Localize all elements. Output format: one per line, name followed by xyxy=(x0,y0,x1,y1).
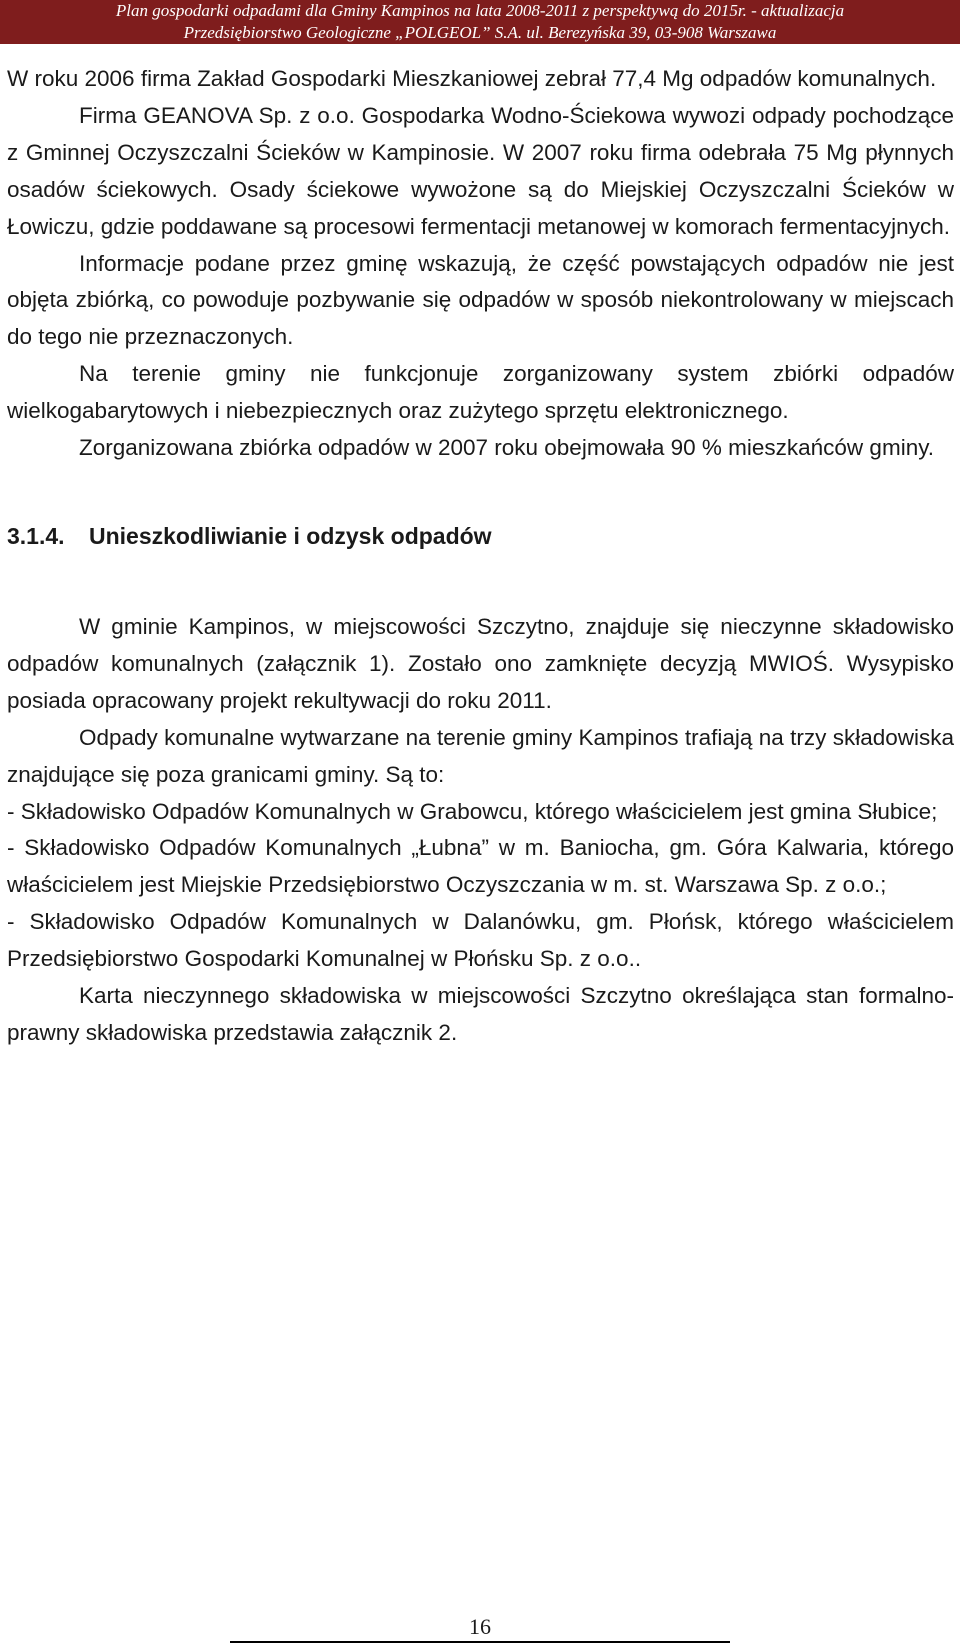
list-item-grabowiec: - Składowisko Odpadów Komunalnych w Grabowcu, którego właścicielem jest gmina Słubice; xyxy=(7,798,938,824)
paragraph-uncontrolled-disposal: Informacje podane przez gminę wskazują, że część powstających odpadów nie jest objęta zbiórką, co powoduje pozbywanie się odpadów w sposób niekontrolowany w miejscach do tego nie przeznaczonych. xyxy=(7,250,954,350)
list-item-lubna: - Składowisko Odpadów Komunalnych „Łubna” w m. Baniocha, gm. Góra Kalwaria, którego właścicielem jest Miejskie Przedsiębiorstwo Oczyszczania w m. st. Warszawa Sp. z o.o.; xyxy=(7,835,954,898)
document-header xyxy=(0,0,960,44)
section-title: Unieszkodliwianie i odzysk odpadów xyxy=(89,522,492,549)
paragraph-waste-2006: W roku 2006 firma Zakład Gospodarki Mieszkaniowej zebrał 77,4 Mg odpadów komunalnych. xyxy=(7,66,937,91)
section-number: 3.1.4. xyxy=(7,522,65,549)
list-item-dalanowek: - Składowisko Odpadów Komunalnych w Dalanówku, gm. Płońsk, którego właścicielem Przedsiębiorstwo Gospodarki Komunalnej w Płońsku Sp. z o.o.. xyxy=(7,909,954,972)
paragraph-three-landfills: Odpady komunalne wytwarzane na terenie gminy Kampinos trafiają na trzy składowiska znajdujące się poza granicami gminy. Są to: xyxy=(7,724,954,787)
paragraph-geanova: Firma GEANOVA Sp. z o.o. Gospodarka Wodno-Ściekowa wywozi odpady pochodzące z Gminnej Oczyszczalni Ścieków w Kampinosie. W 2007 roku firma odebrała 75 Mg płynnych osadów ściekowych. Osady ściekowe wywożone są do Miejskiej Oczyszczalni Ścieków w Łowiczu, gdzie poddawane są procesowi fermentacji metanowej w komorach fermentacyjnych. xyxy=(7,102,954,239)
paragraph-szczytno-landfill: W gminie Kampinos, w miejscowości Szczytno, znajduje się nieczynne składowisko odpadów komunalnych (załącznik 1). Zostało ono zamknięte decyzją MWIOŚ. Wysypisko posiada opracowany projekt rekultywacji do roku 2011. xyxy=(7,613,954,713)
header-title: Plan gospodarki odpadami dla Gminy Kampinos na lata 2008-2011 z perspektywą do 2015r. - aktualizacja xyxy=(115,1,845,20)
paragraph-collection-coverage: Zorganizowana zbiórka odpadów w 2007 roku obejmowała 90 % mieszkańców gminy. xyxy=(79,435,935,461)
footer-divider xyxy=(230,1641,730,1643)
paragraph-collection-system: Na terenie gminy nie funkcjonuje zorganizowany system zbiórki odpadów wielkogabarytowych i niebezpiecznych oraz zużytego sprzętu elektronicznego. xyxy=(7,361,954,424)
paragraph-attachment-2: Karta nieczynnego składowiska w miejscowości Szczytno określająca stan formalno- prawny składowiska przedstawia załącznik 2. xyxy=(7,983,954,1045)
header-company: Przedsiębiorstwo Geologiczne „POLGEOL” S.A. ul. Berezyńska 39, 03-908 Warszawa xyxy=(183,23,777,42)
document-body xyxy=(7,61,954,1052)
page-number: 16 xyxy=(469,1614,491,1639)
section-heading xyxy=(7,518,954,554)
